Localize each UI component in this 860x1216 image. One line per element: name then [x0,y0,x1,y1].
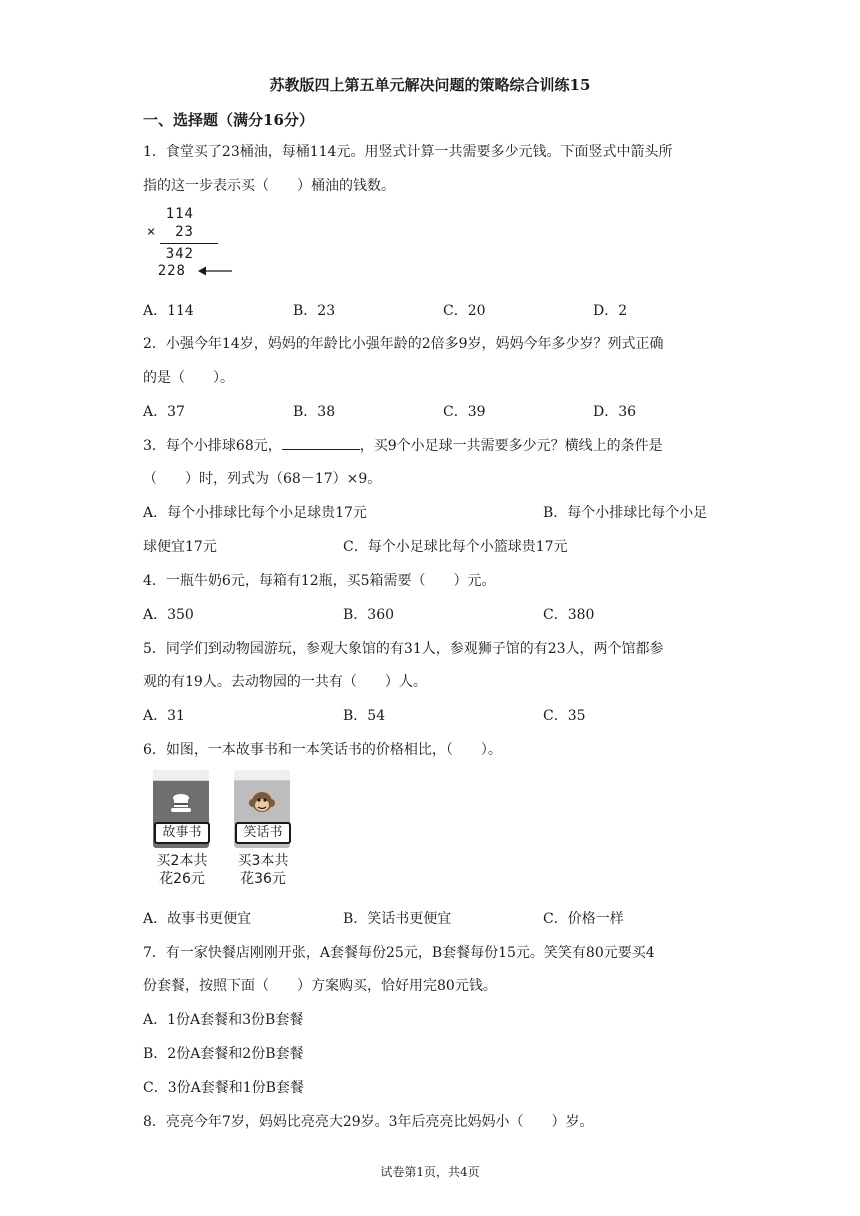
q6-option-b[interactable]: B．笑话书更便宜 [343,911,452,927]
q3-option-a[interactable]: A．每个小排球比每个小足球贵17元 [143,505,367,521]
q7-option-b[interactable]: B．2份A套餐和2份B套餐 [143,1046,304,1062]
q3-option-b-cont: 球便宜17元 [143,539,217,555]
q5-option-c[interactable]: C．35 [543,708,586,724]
q2-option-c[interactable]: C．39 [443,404,486,420]
q7-line2: 份套餐，按照下面（ ）方案购买，恰好用完80元钱。 [143,978,497,994]
q3-line1 [143,435,663,455]
q5-option-b[interactable]: B．54 [343,708,386,724]
q4-line1: 4．一瓶牛奶6元，每箱有12瓶，买5箱需要（ ）元。 [143,573,496,589]
jokebook-label: 笑话书 [235,822,291,844]
q7-line1: 7．有一家快餐店刚刚开张，A套餐每份25元，B套餐每份15元。笑笑有80元要买4 [143,945,655,961]
q5-line2: 观的有19人。去动物园的一共有（ ）人。 [143,674,427,690]
q2-line1: 2．小强今年14岁，妈妈的年龄比小强年龄的2倍多9岁，妈妈今年多少岁？列式正确 [143,336,664,352]
calc-rule-line [160,243,218,244]
monkey-icon [248,788,276,818]
q2-line2: 的是（ ）。 [143,370,234,386]
storybook-caption-line2: 花26元 [159,871,205,887]
q5-option-a[interactable]: A．31 [143,708,185,724]
q4-option-b[interactable]: B．360 [343,607,395,623]
calc-row-multiplier: × 23 [146,224,194,240]
q3-line1-start: 3．每个小排球68元， [143,438,282,454]
q1-option-d[interactable]: D．2 [593,303,628,319]
q6-option-c[interactable]: C．价格一样 [543,911,624,927]
q7-option-a[interactable]: A．1份A套餐和3份B套餐 [143,1012,304,1028]
q1-line1: 1．食堂买了23桶油，每桶114元。用竖式计算一共需要多少元钱。下面竖式中箭头所 [143,144,673,160]
jokebook-cover [234,770,290,848]
q6-line1: 6．如图，一本故事书和一本笑话书的价格相比，（ ）。 [143,742,502,758]
q5-line1: 5．同学们到动物园游玩，参观大象馆的有31人，参观狮子馆的有23人，两个馆都参 [143,641,664,657]
storybook-caption [151,852,213,888]
vertical-calculation [146,206,242,282]
q7-option-c[interactable]: C．3份A套餐和1份B套餐 [143,1080,304,1096]
jokebook-caption [232,852,294,888]
q3-option-c[interactable]: C．每个小足球比每个小篮球贵17元 [343,539,568,555]
jokebook-caption-line1: 买3本共 [237,853,289,869]
q2-option-d[interactable]: D．36 [593,404,637,420]
q3-line2: （ ）时，列式为（68－17）×9。 [143,471,382,487]
q4-option-a[interactable]: A．350 [143,607,194,623]
q4-option-c[interactable]: C．380 [543,607,595,623]
storybook-figure [151,770,213,890]
calc-row-partial2: 228 [157,263,186,279]
page-title: 苏教版四上第五单元解决问题的策略综合训练15 [269,76,591,94]
jokebook-figure [232,770,294,890]
q1-option-c[interactable]: C．20 [443,303,486,319]
q3-line1-end: ，买9个小足球一共需要多少元？横线上的条件是 [359,438,663,454]
q1-option-a[interactable]: A．114 [143,303,194,319]
q6-option-a[interactable]: A．故事书更便宜 [143,911,252,927]
arrow-left-icon [198,264,234,278]
q2-option-a[interactable]: A．37 [143,404,185,420]
storybook-label: 故事书 [154,822,210,844]
calc-row-multiplicand: 114 [165,206,194,222]
q3-option-b[interactable]: B．每个小排球比每个小足 [543,505,708,521]
jokebook-caption-line2: 花36元 [240,871,286,887]
q2-option-b[interactable]: B．38 [293,404,336,420]
hat-icon [169,792,193,818]
q1-option-b[interactable]: B．23 [293,303,336,319]
calc-row-partial1: 342 [165,246,194,262]
q8-line1: 8．亮亮今年7岁，妈妈比亮亮大29岁。3年后亮亮比妈妈小（ ）岁。 [143,1114,594,1130]
section-heading: 一、选择题（满分16分） [143,111,314,129]
page-footer: 试卷第1页，共4页 [380,1165,480,1179]
storybook-caption-line1: 买2本共 [156,853,208,869]
q1-line2: 指的这一步表示买（ ）桶油的钱数。 [143,178,395,194]
storybook-cover [153,770,209,848]
q3-blank [282,437,360,450]
